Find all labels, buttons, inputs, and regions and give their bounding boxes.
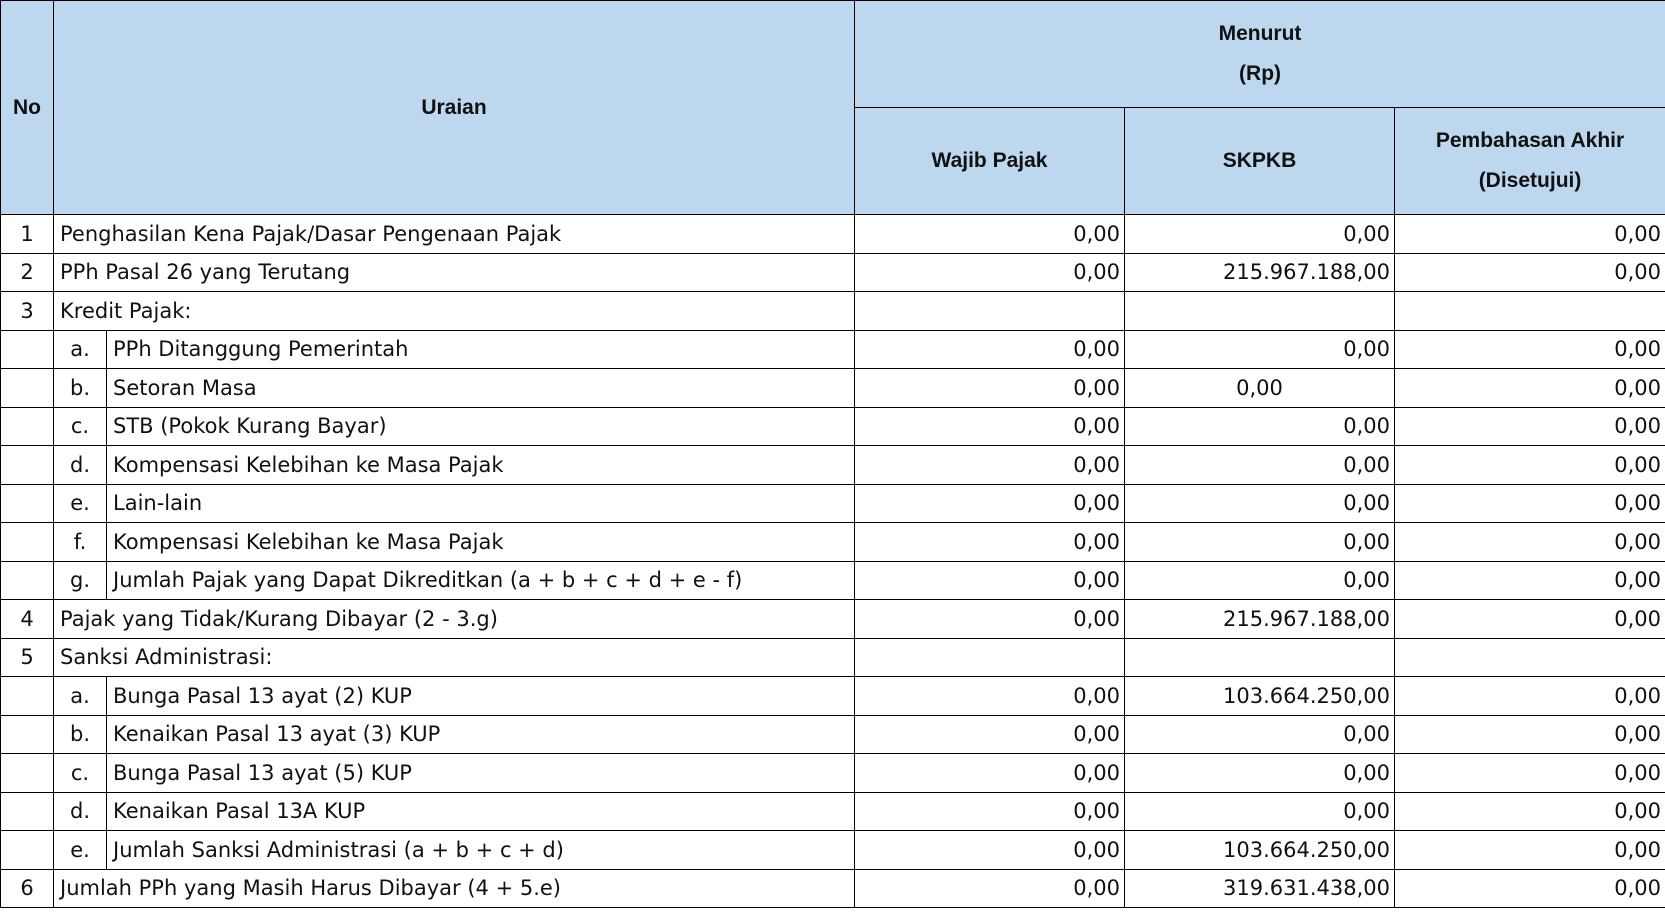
pembahasan-sublabel: (Disetujui)	[1478, 169, 1582, 192]
row-label-cell: Kenaikan Pasal 13A KUP	[107, 792, 855, 831]
wajib-pajak-value: 0,00	[855, 869, 1125, 908]
row-label-cell: Pajak yang Tidak/Kurang Dibayar (2 - 3.g)	[54, 600, 855, 639]
wajib-pajak-value: 0,00	[855, 215, 1125, 254]
wajib-pajak-value: 0,00	[855, 407, 1125, 446]
skpkb-value: 0,00	[1125, 754, 1395, 793]
row-label-cell: PPh Pasal 26 yang Terutang	[54, 253, 855, 292]
row-number-cell	[1, 484, 54, 523]
wajib-pajak-value: 0,00	[855, 677, 1125, 716]
row-letter-cell: a.	[54, 330, 107, 369]
row-number-cell	[1, 831, 54, 870]
row-label-cell: Jumlah PPh yang Masih Harus Dibayar (4 + 5.e)	[54, 869, 855, 908]
row-label-cell: Bunga Pasal 13 ayat (5) KUP	[107, 754, 855, 793]
wajib-pajak-value: 0,00	[855, 253, 1125, 292]
col-header-wajib-pajak: Wajib Pajak	[855, 108, 1125, 215]
skpkb-value: 0,00	[1125, 484, 1395, 523]
pembahasan-akhir-value: 0,00	[1395, 369, 1665, 408]
table-body	[1, 215, 1665, 908]
row-letter-cell: c.	[54, 407, 107, 446]
pembahasan-akhir-value: 0,00	[1395, 484, 1665, 523]
row-number-cell	[1, 369, 54, 408]
skpkb-value	[1125, 638, 1395, 677]
skpkb-value: 0,00	[1125, 215, 1395, 254]
row-number-cell: 5	[1, 638, 54, 677]
pembahasan-akhir-value: 0,00	[1395, 446, 1665, 485]
pembahasan-label: Pembahasan Akhir	[1435, 129, 1625, 152]
row-label-cell: Sanksi Administrasi:	[54, 638, 855, 677]
row-label-cell: Bunga Pasal 13 ayat (2) KUP	[107, 677, 855, 716]
row-label-cell: Kompensasi Kelebihan ke Masa Pajak	[107, 446, 855, 485]
row-number-cell: 4	[1, 600, 54, 639]
table-row	[1, 561, 1665, 600]
col-header-skpkb: SKPKB	[1125, 108, 1395, 215]
skpkb-value: 0,00	[1125, 446, 1395, 485]
row-number-cell: 2	[1, 253, 54, 292]
table-row	[1, 792, 1665, 831]
pembahasan-akhir-value: 0,00	[1395, 754, 1665, 793]
table-row	[1, 869, 1665, 908]
skpkb-value: 103.664.250,00	[1125, 677, 1395, 716]
pembahasan-akhir-value: 0,00	[1395, 407, 1665, 446]
wajib-pajak-value: 0,00	[855, 715, 1125, 754]
row-label-cell: Setoran Masa	[107, 369, 855, 408]
row-label-cell: Kenaikan Pasal 13 ayat (3) KUP	[107, 715, 855, 754]
skpkb-value: 0,00	[1125, 523, 1395, 562]
skpkb-value: 319.631.438,00	[1125, 869, 1395, 908]
row-label-cell: STB (Pokok Kurang Bayar)	[107, 407, 855, 446]
wajib-pajak-value: 0,00	[855, 561, 1125, 600]
row-number-cell	[1, 561, 54, 600]
row-number-cell	[1, 754, 54, 793]
table-row	[1, 484, 1665, 523]
row-number-cell	[1, 446, 54, 485]
row-letter-cell: a.	[54, 677, 107, 716]
col-header-pembahasan-akhir	[1395, 108, 1665, 215]
row-number-cell: 1	[1, 215, 54, 254]
pembahasan-akhir-value: 0,00	[1395, 831, 1665, 870]
menurut-unit: (Rp)	[1239, 62, 1282, 85]
row-letter-cell: e.	[54, 831, 107, 870]
skpkb-value	[1125, 292, 1395, 331]
row-letter-cell: c.	[54, 754, 107, 793]
table-row	[1, 677, 1665, 716]
pembahasan-akhir-value: 0,00	[1395, 792, 1665, 831]
wajib-pajak-value: 0,00	[855, 754, 1125, 793]
wajib-pajak-value: 0,00	[855, 831, 1125, 870]
pembahasan-akhir-value: 0,00	[1395, 677, 1665, 716]
row-label-cell: Jumlah Pajak yang Dapat Dikreditkan (a + b + c + d + e - f)	[107, 561, 855, 600]
skpkb-value: 0,00	[1125, 407, 1395, 446]
wajib-pajak-value: 0,00	[855, 446, 1125, 485]
wajib-pajak-value: 0,00	[855, 369, 1125, 408]
col-header-uraian: Uraian	[54, 1, 855, 215]
row-number-cell	[1, 715, 54, 754]
row-number-cell: 6	[1, 869, 54, 908]
row-label-cell: Penghasilan Kena Pajak/Dasar Pengenaan Pajak	[54, 215, 855, 254]
pembahasan-akhir-value: 0,00	[1395, 561, 1665, 600]
skpkb-value: 0,00	[1125, 715, 1395, 754]
skpkb-value: 103.664.250,00	[1125, 831, 1395, 870]
skpkb-value: 0,00	[1125, 369, 1395, 408]
pembahasan-akhir-value: 0,00	[1395, 715, 1665, 754]
wajib-pajak-value: 0,00	[855, 330, 1125, 369]
wajib-pajak-value	[855, 292, 1125, 331]
row-letter-cell: g.	[54, 561, 107, 600]
row-letter-cell: f.	[54, 523, 107, 562]
table-row	[1, 407, 1665, 446]
wajib-pajak-value: 0,00	[855, 792, 1125, 831]
row-letter-cell: d.	[54, 446, 107, 485]
pembahasan-akhir-value: 0,00	[1395, 253, 1665, 292]
row-label-cell: Kredit Pajak:	[54, 292, 855, 331]
row-letter-cell: e.	[54, 484, 107, 523]
wajib-pajak-value: 0,00	[855, 523, 1125, 562]
row-number-cell	[1, 792, 54, 831]
pembahasan-akhir-value	[1395, 292, 1665, 331]
table-row	[1, 253, 1665, 292]
wajib-pajak-value: 0,00	[855, 600, 1125, 639]
row-number-cell	[1, 523, 54, 562]
table-row	[1, 330, 1665, 369]
col-header-menurut	[855, 1, 1665, 108]
wajib-pajak-value: 0,00	[855, 484, 1125, 523]
row-letter-cell: b.	[54, 715, 107, 754]
row-label-cell: Lain-lain	[107, 484, 855, 523]
row-label-cell: Jumlah Sanksi Administrasi (a + b + c + d)	[107, 831, 855, 870]
table-row	[1, 446, 1665, 485]
table-row	[1, 831, 1665, 870]
pembahasan-akhir-value: 0,00	[1395, 215, 1665, 254]
table-row	[1, 523, 1665, 562]
row-number-cell	[1, 330, 54, 369]
table-row	[1, 369, 1665, 408]
table-row	[1, 754, 1665, 793]
row-letter-cell: b.	[54, 369, 107, 408]
menurut-label: Menurut	[1218, 22, 1302, 45]
row-label-cell: Kompensasi Kelebihan ke Masa Pajak	[107, 523, 855, 562]
row-label-cell: PPh Ditanggung Pemerintah	[107, 330, 855, 369]
skpkb-value: 215.967.188,00	[1125, 253, 1395, 292]
skpkb-value: 215.967.188,00	[1125, 600, 1395, 639]
table-row	[1, 638, 1665, 677]
row-letter-cell: d.	[54, 792, 107, 831]
row-number-cell: 3	[1, 292, 54, 331]
table-row	[1, 215, 1665, 254]
pembahasan-akhir-value: 0,00	[1395, 869, 1665, 908]
table-row	[1, 715, 1665, 754]
pembahasan-akhir-value: 0,00	[1395, 600, 1665, 639]
pembahasan-akhir-value: 0,00	[1395, 330, 1665, 369]
wajib-pajak-value	[855, 638, 1125, 677]
col-header-no: No	[1, 1, 54, 215]
table-row	[1, 600, 1665, 639]
pembahasan-akhir-value: 0,00	[1395, 523, 1665, 562]
table-row	[1, 292, 1665, 331]
row-number-cell	[1, 407, 54, 446]
skpkb-value: 0,00	[1125, 330, 1395, 369]
pembahasan-akhir-value	[1395, 638, 1665, 677]
skpkb-value: 0,00	[1125, 792, 1395, 831]
skpkb-value: 0,00	[1125, 561, 1395, 600]
row-number-cell	[1, 677, 54, 716]
